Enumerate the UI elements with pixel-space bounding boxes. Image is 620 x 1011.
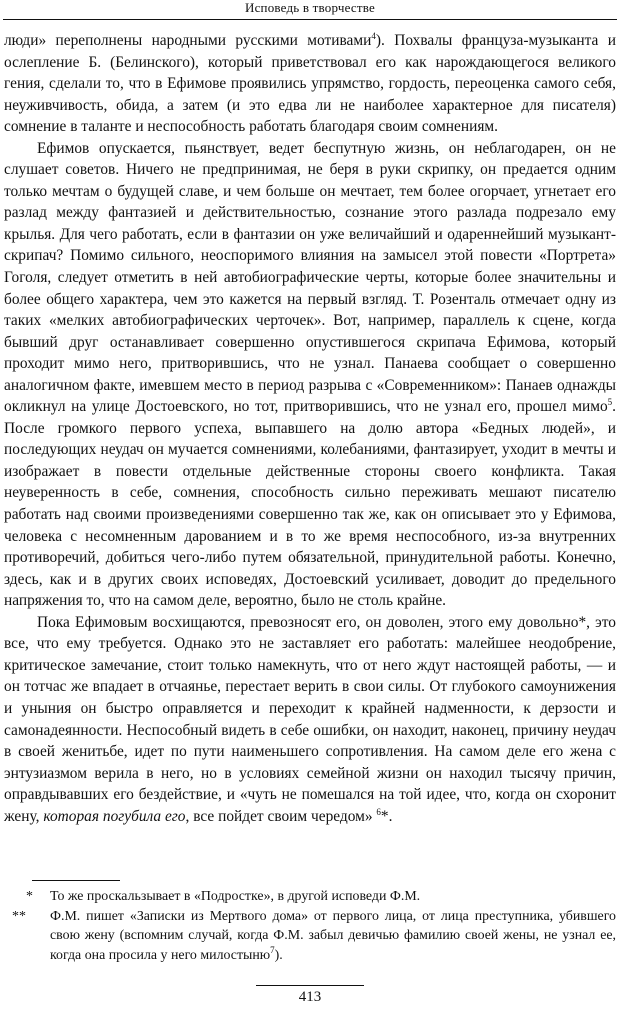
text-run: , все пойдет своим чередом»	[185, 807, 377, 825]
footnotes	[4, 887, 616, 965]
footnote	[4, 887, 616, 907]
note-reference: 4	[371, 31, 376, 41]
page-number: 413	[298, 989, 322, 1005]
footnote	[4, 907, 616, 966]
header-rule	[3, 19, 617, 20]
running-head: Исповедь в творчестве	[245, 0, 375, 15]
note-reference: 5	[607, 397, 613, 408]
note-reference: 7	[270, 944, 275, 955]
text-run: *.	[380, 807, 393, 825]
text-run: То же проскальзывает в «Подростке», в другой исповеди Ф.М.	[50, 889, 421, 904]
text-run: Пока Ефимовым восхищаются, превозносят его, он доволен, этого ему довольно*, это все, что ему требуется. Однако это не заставляет его работать: малейшее неодобрение, критическое замечание, стоит только намекнуть, что от него ждут настоящей работы, — и он тотчас же впадает в отчаянье, перестает верить в свои силы. От глубокого самоунижения и уныния он быстро оправляется и переходит к крайней надменности, к дерзости и самонадеянности. Неспособный видеть в себе ошибки, он находит, наконец, причину неудач в своей женитьбе, идет по пути наименьшего сопротивления. На самом деле его жена с энтузиазмом верила в него, но в условиях семейной жизни он находил тысячу причин, оправдывавших его бездействие, и «чуть не помешался на той идее, что, когда он схоронит жену,	[4, 613, 616, 825]
paragraph	[4, 612, 616, 827]
note-reference: 6	[376, 806, 381, 817]
footnote-text	[50, 889, 420, 904]
text-run: . После громкого первого успеха, выпавшего на долю автора «Бедных людей», и последующих неудач он мучается сомнениями, колебаниями, фантазирует, уходит в мечты и изображает в повести отдельные действенные стороны своего конфликта. Такая неуверенность в себе, сомнения, способность сильно переживать мешают писателю работать над своими произведениями совершенно так же, как он описывает это у Ефимова, человека с несомненным дарованием и в то же время неспособного, из-за внутренних противоречий, добиться чего-либо путем обязательной, принудительной работы. Конечно, здесь, как и в других своих исповедях, Достоевский усиливает, доводит до предельного напряжения то, что на самом деле, вероятно, было не столь крайне.	[4, 398, 616, 610]
text-run: Ефимов опускается, пьянствует, ведет беспутную жизнь, он неблагодарен, он не слушает советов. Ничего не предпринимая, не беря в руки скрипку, он предается одним только мечтам о будущей славе, и чем больше он мечтает, тем более огорчает, угнетает его разлад между фантазией и действительностью, сознание этого разлада подрезало ему крылья. Для чего работать, если в фантазии он уже величайший и одареннейший музыкант-скрипач? Помимо сильного, неоспоримого влияния на замысел этой повести «Портрета» Гоголя, следует отметить в ней автобиографические черты, которые более значительны и более общего характера, чем это кажется на первый взгляд. Т. Розенталь отмечает одну из таких «мелких автобиографических черточек». Вот, например, параллель к сцене, когда бывший друг останавливает совершенно опустившегося скрипача Ефимова, который проходит мимо него, притворившись, что не узнал. Панаева сообщает о совершенно аналогичном факте, имевшем место в период разрыва с «Современником»: Панаев однажды окликнул на улице Достоевского, но тот, притворившись, что не узнал его, прошел мимо	[4, 139, 616, 416]
footnote-mark: **	[12, 908, 26, 924]
text-run: ). Похвалы француза-музыканта и ослепление Б. (Белинского), который приветствовал его как нарождающегося великого гения, сделали то, что в Ефимове проявились упрямство, гордость, переоценка самого себя, неуживчивость, обида, а затем (и это едва ли не наиболее характерное для писателя) сомнение в таланте и неспособность работать благодаря своим сомнениям.	[4, 32, 616, 136]
footnote-mark: *	[26, 889, 33, 904]
text-run: Ф.М. пишет «Записки из Мертвого дома» от первого лица, от лица преступника, убившего свою жену (вспомним случай, когда Ф.М. забыл девичью фамилию своей жены, не узнал ее, когда она просила у него милостыню	[50, 908, 616, 963]
footnote-text	[50, 909, 616, 963]
main-text	[4, 30, 616, 827]
paragraph	[4, 30, 616, 138]
paragraph	[4, 138, 616, 612]
emphasis-text: которая погубила его	[43, 807, 186, 825]
footnote-separator	[32, 880, 120, 881]
text-run: люди» переполнены народными русскими мотивами	[4, 32, 372, 49]
text-run: ).	[274, 947, 283, 963]
